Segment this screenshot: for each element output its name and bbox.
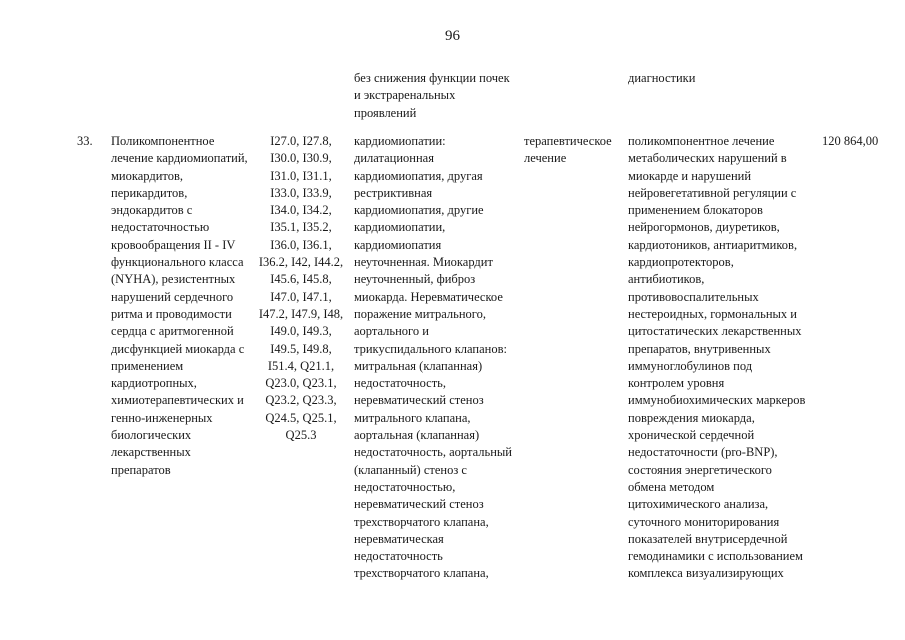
text-line: неревматический стеноз — [354, 497, 484, 512]
text-line: генно-инженерных — [111, 410, 213, 425]
text-line: кардиомиопатии: — [354, 134, 446, 148]
text-line: и экстраренальных — [354, 88, 456, 103]
row-content-cell — [354, 133, 512, 583]
text-line: I47.0, I47.1, — [270, 289, 332, 304]
text-line: Поликомпонентное — [111, 134, 215, 148]
text-line: недостаточностью — [111, 220, 210, 235]
text-line: цитостатических лекарственных — [628, 324, 802, 339]
text-line: кардиомиопатии, — [354, 220, 446, 235]
text-line: перикардитов, — [111, 185, 188, 200]
text-line: диагностики — [628, 71, 696, 85]
text-line: I30.0, I30.9, — [270, 151, 332, 166]
text-line: проявлений — [354, 105, 417, 120]
text-line: аортального и — [354, 324, 429, 339]
text-line: комплекса визуализирующих — [628, 566, 784, 581]
text-line: трехстворчатого клапана, — [354, 566, 489, 581]
text-line: миокарда. Неревматическое — [354, 289, 503, 304]
text-line: функционального класса — [111, 255, 244, 270]
row-treatment-type-cell — [524, 133, 612, 168]
text-line: поражение митрального, — [354, 306, 487, 321]
text-line: недостаточностью, — [354, 479, 456, 494]
text-line: антибиотиков, — [628, 272, 705, 287]
text-line: состояния энергетического — [628, 462, 772, 477]
text-line: иммуноглобулинов под — [628, 358, 753, 373]
row-number: 33. — [77, 134, 93, 148]
text-line: Q25.3 — [285, 428, 317, 443]
text-line: иммунобиохимических маркеров — [628, 393, 806, 408]
text-line: нейрогормонов, диуретиков, — [628, 220, 780, 235]
text-line: поликомпонентное лечение — [628, 134, 775, 148]
text-line: митральная (клапанная) — [354, 358, 483, 373]
row-icd-codes-cell — [258, 133, 344, 444]
text-line: ритма и проводимости — [111, 306, 232, 321]
text-line: I51.4, Q21.1, — [267, 358, 335, 373]
text-line: трикуспидального клапанов: — [354, 341, 507, 356]
text-line: противовоспалительных — [628, 289, 759, 304]
previous-row-content-cell — [354, 70, 510, 122]
text-line: недостаточности (pro-BNP), — [628, 445, 778, 460]
text-line: метаболических нарушений в — [628, 151, 787, 166]
text-line: недостаточность, аортальный — [354, 445, 512, 460]
text-line: контролем уровня — [628, 376, 725, 391]
text-line: цитохимического анализа, — [628, 497, 769, 512]
text-line: химиотерапевтических и — [111, 393, 244, 408]
text-line: неуточненная. Миокардит — [354, 255, 493, 270]
previous-row-method-cell — [628, 70, 695, 87]
row-method-cell — [628, 133, 805, 583]
text-line: гемодинамики с использованием — [628, 549, 803, 564]
text-line: миокардитов, — [111, 168, 183, 183]
text-line: лекарственных — [111, 445, 191, 460]
text-line: нестероидных, гормональных и — [628, 306, 797, 321]
text-line: биологических — [111, 428, 192, 443]
text-line: нарушений сердечного — [111, 289, 234, 304]
text-line: Q23.0, Q23.1, — [265, 376, 337, 391]
text-line: I27.0, I27.8, — [270, 134, 332, 148]
text-line: кардиомиопатия, другие — [354, 203, 484, 218]
text-line: лечение кардиомиопатий, — [111, 151, 248, 166]
text-line: недостаточность — [354, 549, 443, 564]
text-line: I35.1, I35.2, — [270, 220, 332, 235]
text-line: кардиопротекторов, — [628, 255, 734, 270]
text-line: I49.5, I49.8, — [270, 341, 332, 356]
text-line: применением блокаторов — [628, 203, 763, 218]
text-line: показателей внутрисердечной — [628, 531, 788, 546]
text-line: рестриктивная — [354, 185, 433, 200]
text-line: миокарде и нарушений — [628, 168, 752, 183]
text-line: I47.2, I47.9, I48, — [258, 306, 344, 321]
text-line: препаратов, внутривенных — [628, 341, 771, 356]
text-line: повреждения миокарда, — [628, 410, 755, 425]
text-line: кардиотропных, — [111, 376, 197, 391]
text-line: эндокардитов с — [111, 203, 193, 218]
text-line: неревматический стеноз — [354, 393, 484, 408]
text-line: I36.0, I36.1, — [270, 237, 332, 252]
text-line: недостаточность, — [354, 376, 446, 391]
text-line: хронической сердечной — [628, 428, 755, 443]
text-line: суточного мониторирования — [628, 514, 780, 529]
text-line: I36.2, I42, I44.2, — [258, 255, 344, 270]
text-line: дисфункцией миокарда с — [111, 341, 245, 356]
text-line: кровообращения II - IV — [111, 237, 236, 252]
row-price: 120 864,00 — [822, 134, 879, 148]
text-line: кардиотоников, антиаритмиков, — [628, 237, 798, 252]
text-line: кардиомиопатия, другая — [354, 168, 483, 183]
text-line: Q23.2, Q23.3, — [265, 393, 337, 408]
text-line: без снижения функции почек — [354, 71, 510, 85]
text-line: (NYHA), резистентных — [111, 272, 236, 287]
text-line: терапевтическое — [524, 134, 612, 148]
text-line: лечение — [524, 151, 567, 166]
text-line: (клапанный) стеноз с — [354, 462, 467, 477]
text-line: аортальная (клапанная) — [354, 428, 480, 443]
text-line: обмена методом — [628, 479, 715, 494]
text-line: применением — [111, 358, 184, 373]
text-line: I33.0, I33.9, — [270, 185, 332, 200]
text-line: I45.6, I45.8, — [270, 272, 332, 287]
text-line: I34.0, I34.2, — [270, 203, 332, 218]
row-name-cell — [111, 133, 248, 479]
text-line: препаратов — [111, 462, 171, 477]
text-line: неревматическая — [354, 531, 444, 546]
text-line: кардиомиопатия — [354, 237, 442, 252]
text-line: I31.0, I31.1, — [270, 168, 332, 183]
text-line: неуточненный, фиброз — [354, 272, 476, 287]
page-number: 96 — [445, 28, 460, 44]
text-line: дилатационная — [354, 151, 434, 166]
text-line: трехстворчатого клапана, — [354, 514, 489, 529]
text-line: I49.0, I49.3, — [270, 324, 332, 339]
text-line: сердца с аритмогенной — [111, 324, 234, 339]
text-line: нейровегетативной регуляции с — [628, 185, 797, 200]
text-line: митрального клапана, — [354, 410, 471, 425]
text-line: Q24.5, Q25.1, — [265, 410, 337, 425]
